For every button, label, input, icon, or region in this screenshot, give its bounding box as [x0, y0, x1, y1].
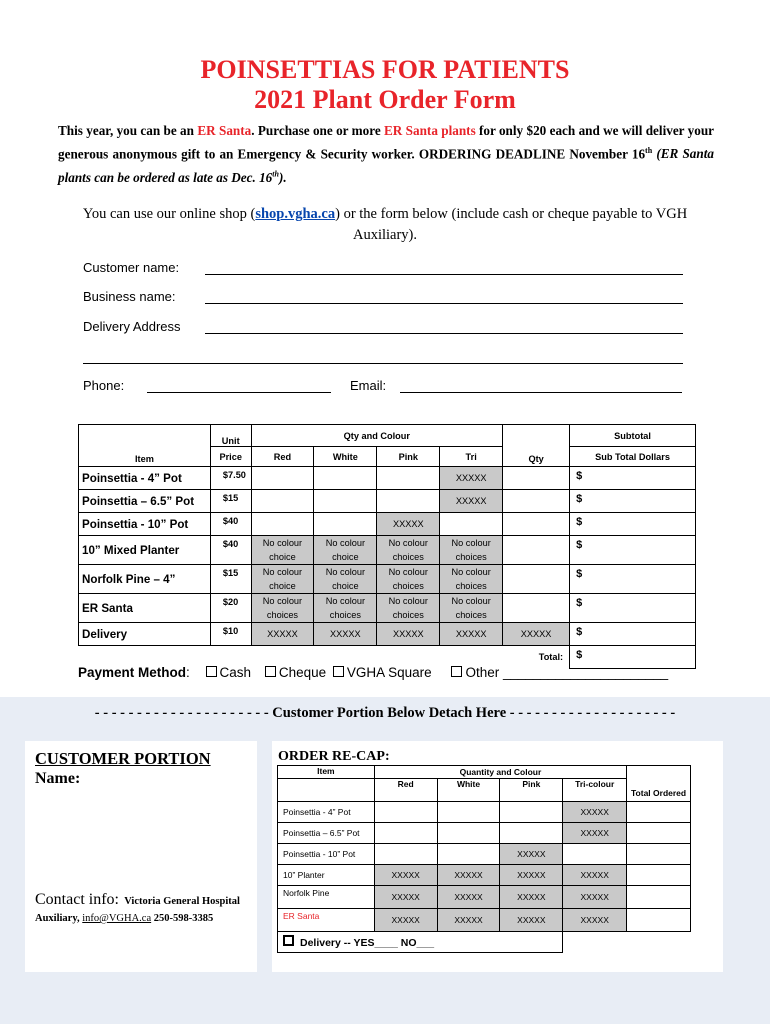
cell-tri-nc: No colour choices — [440, 536, 503, 565]
cash-label: Cash — [219, 665, 252, 680]
intro-text-1: This year, you can be an — [58, 123, 198, 138]
recap-col-item: Item — [278, 766, 375, 779]
col-qty: Qty — [503, 425, 570, 467]
cell-subtotal[interactable]: $ — [570, 490, 696, 513]
recap-title: ORDER RE-CAP: — [278, 749, 390, 764]
row-price: $15 — [210, 490, 251, 513]
recap-cell-pink-blocked: XXXXX — [500, 865, 563, 886]
recap-col-tri: Tri-colour — [563, 779, 627, 802]
cell-pink-nc: No colour choices — [377, 594, 440, 623]
recap-cell-tri-blocked: XXXXX — [563, 909, 627, 932]
recap-row-item-er-santa: ER Santa — [278, 909, 375, 932]
total-value[interactable]: $ — [570, 646, 696, 669]
col-red: Red — [251, 447, 314, 467]
col-tri: Tri — [440, 447, 503, 467]
recap-row-item: Poinsettia – 6.5” Pot — [278, 823, 375, 844]
recap-cell-tri-blocked: XXXXX — [563, 865, 627, 886]
row-item: Norfolk Pine – 4” — [79, 565, 211, 594]
recap-cell-tri-blocked: XXXXX — [563, 823, 627, 844]
cell-subtotal[interactable]: $ — [570, 513, 696, 536]
cell-red-nc: No colour choices — [251, 594, 314, 623]
recap-cell-total[interactable] — [627, 909, 691, 932]
cell-tri-nc: No colour choices — [440, 594, 503, 623]
phone-field[interactable] — [147, 392, 331, 393]
recap-row — [278, 802, 691, 823]
form-title: POINSETTIAS FOR PATIENTS — [200, 55, 570, 84]
order-recap-panel — [272, 741, 723, 972]
other-option[interactable] — [451, 665, 668, 680]
late-note-close: ). — [278, 169, 287, 185]
cell-white[interactable] — [314, 490, 377, 513]
recap-delivery-row — [278, 932, 691, 953]
vgha-square-checkbox[interactable] — [333, 666, 344, 677]
er-santa-plants-highlight: ER Santa plants — [384, 123, 476, 138]
row-price: $40 — [210, 513, 251, 536]
row-item: Poinsettia - 10” Pot — [79, 513, 211, 536]
cell-qty[interactable] — [503, 467, 570, 490]
recap-delivery — [278, 932, 563, 953]
order-table — [78, 424, 696, 669]
cell-qty-blocked: XXXXX — [503, 623, 570, 646]
cell-tri-blocked: XXXXX — [440, 623, 503, 646]
recap-cell-red-blocked: XXXXX — [374, 909, 437, 932]
recap-cell-white-blocked: XXXXX — [437, 886, 500, 909]
payment-label: Payment Method — [78, 665, 187, 680]
email-label: Email: — [350, 378, 387, 393]
er-santa-highlight: ER Santa — [197, 123, 252, 138]
cell-qty[interactable] — [503, 536, 570, 565]
recap-cell-white[interactable] — [437, 802, 500, 823]
payment-colon: : — [186, 665, 190, 680]
late-note-sup: th — [272, 169, 279, 179]
recap-col-red: Red — [374, 779, 437, 802]
cell-red-nc: No colour choice — [251, 565, 314, 594]
email-field[interactable] — [400, 392, 682, 393]
recap-delivery-blank — [563, 932, 691, 953]
recap-cell-white[interactable] — [437, 844, 500, 865]
table-row — [79, 594, 696, 623]
table-row — [79, 623, 696, 646]
customer-name-field[interactable] — [205, 274, 683, 275]
recap-cell-total[interactable] — [627, 865, 691, 886]
cell-qty[interactable] — [503, 594, 570, 623]
cell-qty[interactable] — [503, 513, 570, 536]
cell-white[interactable] — [314, 467, 377, 490]
cell-subtotal[interactable]: $ — [570, 467, 696, 490]
late-note-text: (ER Santa plants can be ordered as late as Dec. 16 — [58, 146, 714, 185]
cell-white[interactable] — [314, 513, 377, 536]
recap-row — [278, 865, 691, 886]
col-white: White — [314, 447, 377, 467]
phone-label: Phone: — [83, 378, 125, 393]
table-row — [79, 536, 696, 565]
recap-col-pink: Pink — [500, 779, 563, 802]
cell-subtotal[interactable]: $ — [570, 536, 696, 565]
recap-cell-pink[interactable] — [500, 823, 563, 844]
col-subtotal: Subtotal — [570, 425, 696, 447]
recap-row — [278, 909, 691, 932]
cell-pink-nc: No colour choices — [377, 565, 440, 594]
row-price: $15 — [210, 565, 251, 594]
cell-red[interactable] — [251, 513, 314, 536]
recap-col-qty-colour: Quantity and Colour — [374, 766, 626, 779]
other-label: Other ______________________ — [465, 665, 669, 680]
customer-portion-title: CUSTOMER PORTION — [35, 749, 211, 768]
customer-name-heading: Name: — [35, 770, 81, 787]
recap-cell-total[interactable] — [627, 844, 691, 865]
cell-pink-nc: No colour choices — [377, 536, 440, 565]
row-item: ER Santa — [79, 594, 211, 623]
online-text-after: ) or the form below (include cash or cheque payable to VGH Auxiliary). — [335, 206, 688, 243]
intro-text-2: . Purchase one or more — [251, 123, 385, 138]
recap-cell-pink-blocked: XXXXX — [500, 844, 563, 865]
cell-pink[interactable] — [377, 490, 440, 513]
cell-tri[interactable] — [440, 513, 503, 536]
table-row — [79, 513, 696, 536]
table-row — [79, 490, 696, 513]
recap-delivery-label: Delivery -- YES____ NO___ — [300, 937, 435, 949]
recap-cell-white-blocked: XXXXX — [437, 909, 500, 932]
cell-white-nc: No colour choice — [314, 565, 377, 594]
recap-cell-tri-blocked: XXXXX — [563, 802, 627, 823]
col-pink: Pink — [377, 447, 440, 467]
cell-subtotal[interactable]: $ — [570, 594, 696, 623]
business-name-label: Business name: — [83, 289, 176, 304]
cell-red[interactable] — [251, 467, 314, 490]
recap-col-white: White — [437, 779, 500, 802]
recap-cell-red-blocked: XXXXX — [374, 886, 437, 909]
row-price: $7.50 — [210, 467, 251, 490]
cell-pink-blocked: XXXXX — [377, 513, 440, 536]
cell-white-blocked: XXXXX — [314, 623, 377, 646]
recap-row-item: 10” Planter — [278, 865, 375, 886]
recap-cell-red[interactable] — [374, 844, 437, 865]
cell-tri-nc: No colour choices — [440, 565, 503, 594]
cash-option[interactable] — [206, 665, 252, 680]
recap-cell-total[interactable] — [627, 802, 691, 823]
deadline-sup: th — [645, 146, 653, 155]
recap-row-item: Poinsettia - 4” Pot — [278, 802, 375, 823]
total-label: Total: — [79, 646, 570, 669]
row-item: Poinsettia – 6.5” Pot — [79, 490, 211, 513]
cheque-label: Cheque — [278, 665, 327, 680]
contact-info — [35, 891, 253, 927]
cell-white-nc: No colour choice — [314, 536, 377, 565]
online-shop-note — [60, 204, 710, 246]
cell-subtotal[interactable]: $ — [570, 623, 696, 646]
cell-qty[interactable] — [503, 565, 570, 594]
header — [0, 55, 770, 115]
recap-cell-red-blocked: XXXXX — [374, 865, 437, 886]
contact-org: Victoria General Hospital Auxiliary, — [35, 896, 240, 924]
row-item: Delivery — [79, 623, 211, 646]
recap-cell-red[interactable] — [374, 802, 437, 823]
other-checkbox[interactable] — [451, 666, 462, 677]
recap-cell-total[interactable] — [627, 823, 691, 844]
cash-checkbox[interactable] — [206, 666, 217, 677]
cheque-checkbox[interactable] — [265, 666, 276, 677]
cell-white-nc: No colour choices — [314, 594, 377, 623]
col-qty-colour: Qty and Colour — [251, 425, 503, 447]
recap-cell-pink[interactable] — [500, 802, 563, 823]
recap-cell-white[interactable] — [437, 823, 500, 844]
business-name-field[interactable] — [205, 303, 683, 304]
col-item: Item — [79, 425, 211, 467]
cell-red-blocked: XXXXX — [251, 623, 314, 646]
table-row — [79, 467, 696, 490]
delivery-checkbox[interactable] — [283, 935, 294, 946]
row-price: $10 — [210, 623, 251, 646]
table-row — [79, 565, 696, 594]
cell-subtotal[interactable]: $ — [570, 565, 696, 594]
row-price: $20 — [210, 594, 251, 623]
col-price: Price — [210, 447, 251, 467]
recap-row — [278, 844, 691, 865]
recap-cell-total[interactable] — [627, 886, 691, 909]
detach-line: - - - - - - - - - - - - - - - - - - - - - Customer Portion Below Detach Here - - - - - - - - - - - - - - - - - - - - — [94, 705, 676, 721]
recap-cell-white-blocked: XXXXX — [437, 865, 500, 886]
customer-portion-panel — [25, 741, 257, 972]
col-unit: Unit — [210, 425, 251, 447]
cell-red-nc: No colour choice — [251, 536, 314, 565]
intro-paragraph — [58, 121, 714, 188]
recap-row-item: Poinsettia - 10” Pot — [278, 844, 375, 865]
recap-row — [278, 823, 691, 844]
row-item: Poinsettia - 4” Pot — [79, 467, 211, 490]
intro-text-3: for only $20 each and we will deliver your generous anonymous gift to an Emergency & Security worker. — [58, 123, 715, 162]
contact-label: Contact info: — [35, 891, 119, 908]
online-text-before: You can use our online shop ( — [82, 206, 256, 222]
contact-email-link[interactable]: info@VGHA.ca — [82, 913, 152, 924]
row-price: $40 — [210, 536, 251, 565]
recap-row-item: Norfolk Pine — [278, 886, 375, 909]
delivery-address-line-2[interactable] — [83, 363, 683, 364]
recap-cell-pink-blocked: XXXXX — [500, 886, 563, 909]
vgha-square-option[interactable] — [333, 665, 432, 680]
cheque-option[interactable] — [265, 665, 326, 680]
recap-row — [278, 886, 691, 909]
cell-tri-blocked: XXXXX — [440, 467, 503, 490]
contact-phone: 250-598-3385 — [151, 913, 214, 924]
ordering-deadline: ORDERING DEADLINE November 16 — [418, 146, 646, 162]
row-item: 10” Mixed Planter — [79, 536, 211, 565]
customer-name-label: Customer name: — [83, 260, 180, 275]
cell-pink[interactable] — [377, 467, 440, 490]
recap-item-spacer — [278, 779, 375, 802]
col-sub-total-dollars: Sub Total Dollars — [570, 447, 696, 467]
delivery-address-field[interactable] — [205, 333, 683, 334]
payment-method — [78, 665, 668, 680]
delivery-address-label: Delivery Address — [83, 319, 181, 334]
cell-red[interactable] — [251, 490, 314, 513]
recap-cell-tri-blocked: XXXXX — [563, 886, 627, 909]
cell-tri-blocked: XXXXX — [440, 490, 503, 513]
vgha-square-label: VGHA Square — [346, 665, 432, 680]
recap-table — [277, 765, 691, 953]
recap-cell-red[interactable] — [374, 823, 437, 844]
recap-cell-pink-blocked: XXXXX — [500, 909, 563, 932]
recap-col-total: Total Ordered — [627, 766, 691, 802]
recap-cell-tri[interactable] — [563, 844, 627, 865]
cell-pink-blocked: XXXXX — [377, 623, 440, 646]
cell-qty[interactable] — [503, 490, 570, 513]
shop-link[interactable]: shop.vgha.ca — [255, 206, 336, 222]
form-subtitle: 2021 Plant Order Form — [254, 85, 516, 114]
